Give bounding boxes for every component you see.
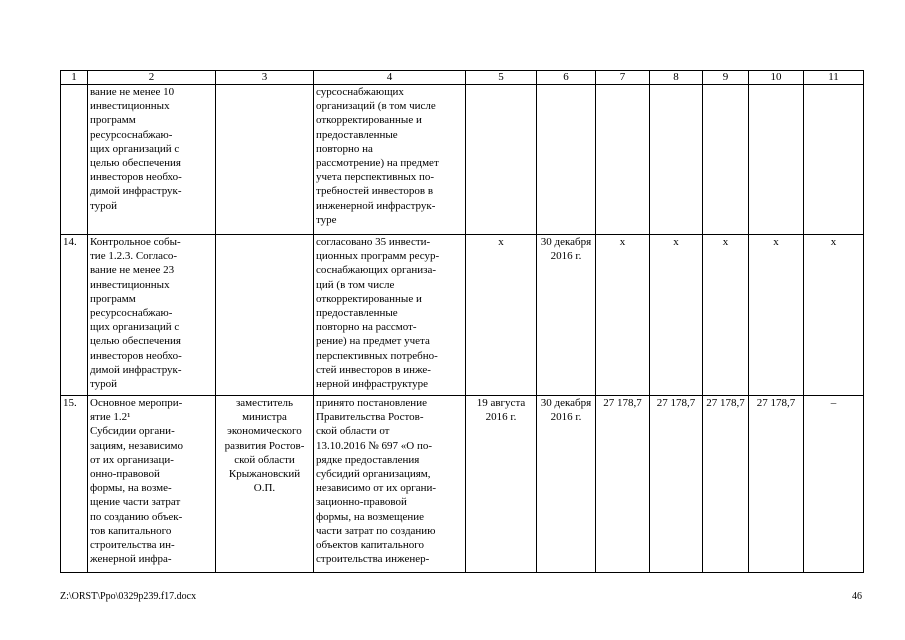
value-cell: х [804, 235, 864, 396]
value-cell: 27 178,7 [650, 396, 703, 573]
column-header: 11 [804, 71, 864, 85]
end-date-cell: 30 декабря 2016 г. [537, 235, 596, 396]
value-cell [804, 85, 864, 235]
start-date-cell: х [466, 235, 537, 396]
column-header: 2 [88, 71, 216, 85]
document-file-path: Z:\ORST\Ppo\0329p239.f17.docx [60, 591, 197, 602]
column-header: 1 [61, 71, 88, 85]
value-cell [749, 85, 804, 235]
column-header: 8 [650, 71, 703, 85]
table-row [61, 85, 864, 235]
responsible-cell [216, 85, 314, 235]
column-header: 4 [314, 71, 466, 85]
column-header: 5 [466, 71, 537, 85]
responsible-cell [216, 235, 314, 396]
value-cell: х [596, 235, 650, 396]
column-header: 7 [596, 71, 650, 85]
table-row [61, 396, 864, 573]
column-header: 9 [703, 71, 749, 85]
value-cell [703, 85, 749, 235]
value-cell: – [804, 396, 864, 573]
measure-name-cell: вание не менее 10 инвестиционных программ ресурсоснабжаю- щих организаций с целью обеспечения инвесторов необхо- димой инфраструк- турой [88, 85, 216, 235]
value-cell: х [749, 235, 804, 396]
start-date-cell: 19 августа 2016 г. [466, 396, 537, 573]
row-number: 15. [61, 396, 88, 573]
end-date-cell [537, 85, 596, 235]
value-cell [596, 85, 650, 235]
column-header: 6 [537, 71, 596, 85]
column-header: 3 [216, 71, 314, 85]
measure-name-cell: Контрольное собы- тие 1.2.3. Согласо- вание не менее 23 инвестиционных программ ресурсоснабжаю- щих организаций с целью обеспечения инвесторов необхо- димой инфраструк- турой [88, 235, 216, 396]
plan-table [60, 70, 864, 573]
row-number: 14. [61, 235, 88, 396]
end-date-cell: 30 декабря 2016 г. [537, 396, 596, 573]
table-header-row [61, 71, 864, 85]
value-cell: 27 178,7 [703, 396, 749, 573]
value-cell [650, 85, 703, 235]
responsible-cell: заместитель министра экономического развития Ростов- ской области Крыжановский О.П. [216, 396, 314, 573]
table-row [61, 235, 864, 396]
value-cell: х [650, 235, 703, 396]
value-cell: 27 178,7 [596, 396, 650, 573]
column-header: 10 [749, 71, 804, 85]
result-cell: сурсоснабжающих организаций (в том числе откорректированные и предоставленные повторно на рассмотрение) на предмет учета перспективных по- требностей инвесторов в инженерной инфраструк- туре [314, 85, 466, 235]
result-cell: принято постановление Правительства Ростов- ской области от 13.10.2016 № 697 «О по- рядке предоставления субсидий организациям, независимо от их органи- зационно-правовой формы, на возмещение части затрат по созданию объектов капитального строительства инженер- [314, 396, 466, 573]
result-cell: согласовано 35 инвести- ционных программ ресур- соснабжающих организа- ций (в том числе откорректированные и предоставленные повторно на рассмот- рение) на предмет учета перспективных потребно- стей инвесторов в инже- нерной инфраструктуре [314, 235, 466, 396]
measure-name-cell: Основное меропри- ятие 1.2¹ Субсидии органи- зациям, независимо от их организаци- онно-правовой формы, на возме- щение части затрат по созданию объек- тов капитального строительства ин- женерной инфра- [88, 396, 216, 573]
row-number [61, 85, 88, 235]
value-cell: х [703, 235, 749, 396]
value-cell: 27 178,7 [749, 396, 804, 573]
start-date-cell [466, 85, 537, 235]
page-number: 46 [852, 591, 862, 602]
